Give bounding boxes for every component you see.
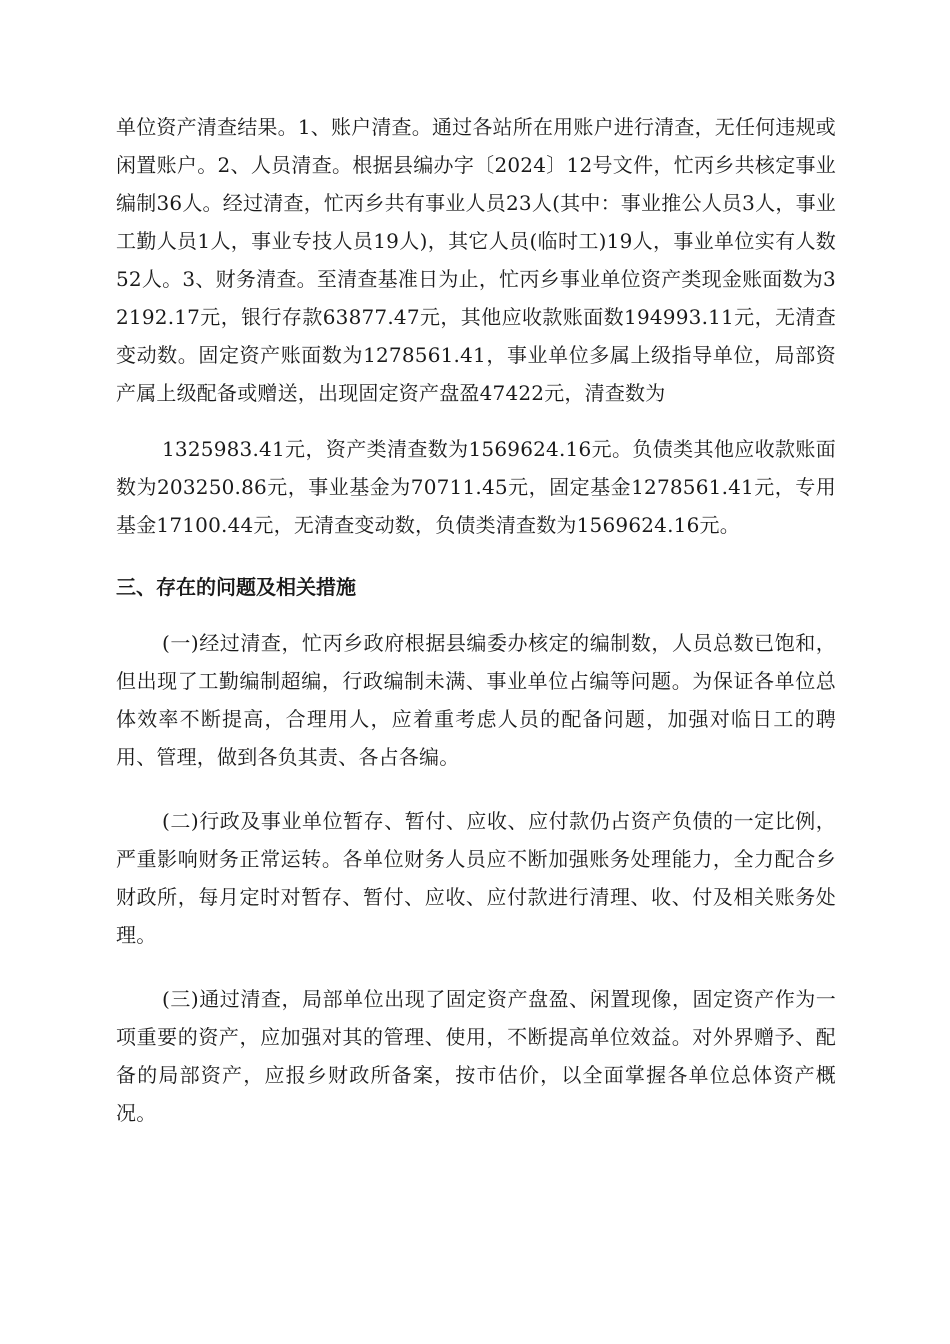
paragraph-measure-2: (二)行政及事业单位暂存、暂付、应收、应付款仍占资产负债的一定比例，严重影响财务正常运转。各单位财务人员应不断加强账务处理能力，全力配合乡财政所，每月定时对暂存、暂付、应收、应付款进行清理、收、付及相关账务处理。 <box>116 809 836 947</box>
paragraph-asset-inventory-results: 单位资产清查结果。1、账户清查。通过各站所在用账户进行清查，无任何违规或闲置账户。2、人员清查。根据县编办字〔2024〕12号文件，忙丙乡共核定事业编制36人。经过清查，忙丙乡共有事业人员23人(其中：事业推公人员3人，事业工勤人员1人，事业专技人员19人)，其它人员(临时工)19人，事业单位实有人数52人。3、财务清查。至清查基准日为止，忙丙乡事业单位资产类现金账面数为32192.17元，银行存款63877.47元，其他应收款账面数194993.11元，无清查变动数。固定资产账面数为1278561.41，事业单位多属上级指导单位，局部资产属上级配备或赠送，出现固定资产盘盈47422元，清查数为 <box>116 115 836 405</box>
paragraph-measure-3: (三)通过清查，局部单位出现了固定资产盘盈、闲置现像，固定资产作为一项重要的资产，应加强对其的管理、使用，不断提高单位效益。对外界赠予、配备的局部资产，应报乡财政所备案，按市估价，以全面掌握各单位总体资产概况。 <box>116 987 836 1125</box>
section-heading-problems-measures: 三、存在的问题及相关措施 <box>116 575 356 599</box>
document-body <box>116 108 836 1132</box>
paragraph-measure-1: (一)经过清查，忙丙乡政府根据县编委办核定的编制数，人员总数已饱和，但出现了工勤编制超编，行政编制未满、事业单位占编等问题。为保证各单位总体效率不断提高，合理用人，应着重考虑人员的配备问题，加强对临日工的聘用、管理，做到各负其责、各占各编。 <box>116 631 836 769</box>
paragraph-asset-totals: 1325983.41元，资产类清查数为1569624.16元。负债类其他应收款账面数为203250.86元，事业基金为70711.45元，固定基金1278561.41元，专用基金17100.44元，无清查变动数，负债类清查数为1569624.16元。 <box>116 437 836 537</box>
